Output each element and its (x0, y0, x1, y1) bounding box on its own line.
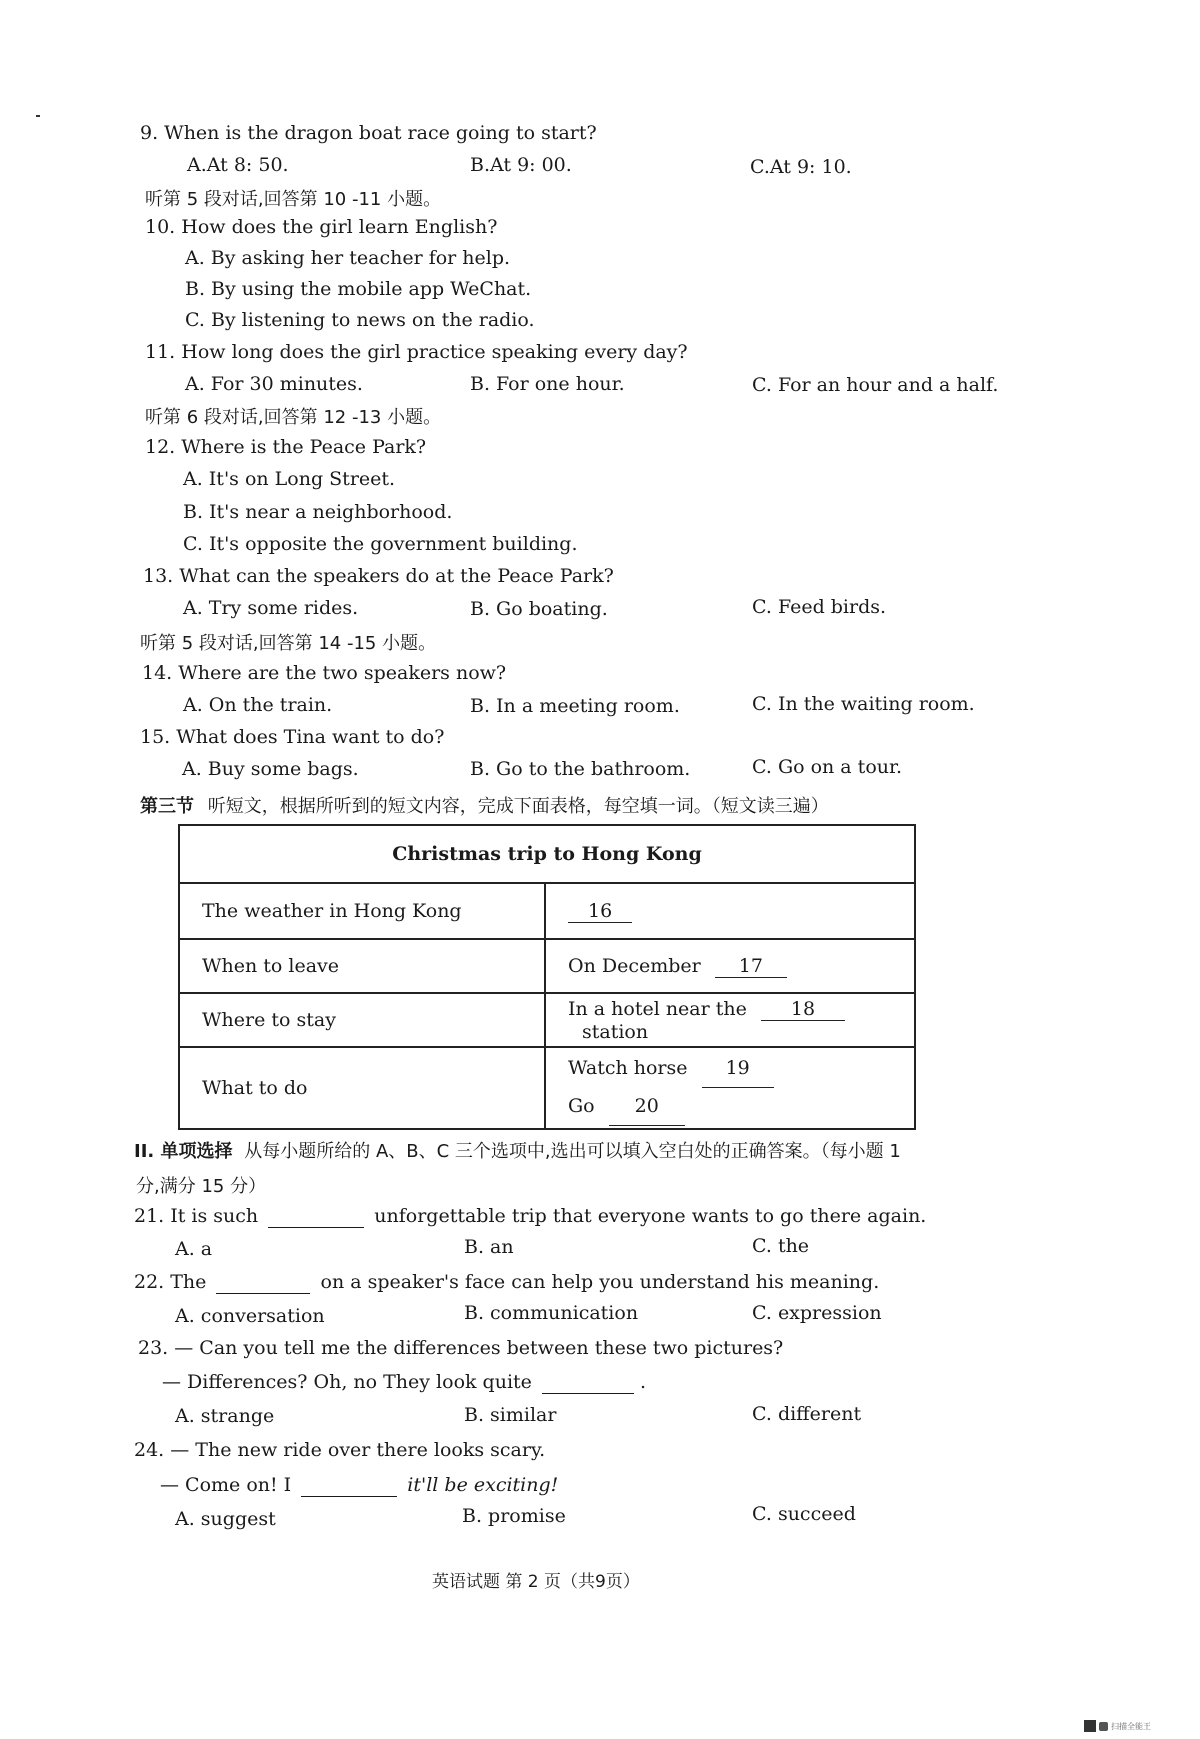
part-2-label: II. 单项选择 (134, 1141, 233, 1162)
blank-16: 16 (568, 900, 632, 923)
conversation-7-instruction: 听第 5 段对话,回答第 14 -15 小题。 (140, 633, 437, 654)
question-24-blank (301, 1474, 397, 1497)
question-21-blank (268, 1205, 364, 1228)
question-11-stem: 11. How long does the girl practice speaking every day? (145, 341, 688, 363)
question-13-stem: 13. What can the speakers do at the Peace Park? (143, 565, 614, 587)
question-12-stem: 12. Where is the Peace Park? (145, 436, 427, 458)
question-24-stem: 24. — The new ride over there looks scary. (134, 1439, 546, 1461)
question-23-stem: 23. — Can you tell me the differences between these two pictures? (138, 1337, 784, 1359)
question-10-option-b: B. By using the mobile app WeChat. (185, 278, 532, 300)
question-24-response-prefix: — Come on! I (160, 1474, 292, 1496)
question-21-option-c: C. the (752, 1235, 810, 1257)
leave-prefix: On December (568, 954, 701, 977)
question-10-option-c: C. By listening to news on the radio. (185, 309, 535, 331)
conversation-6-instruction: 听第 6 段对话,回答第 12 -13 小题。 (145, 407, 442, 428)
table-row-todo-value (545, 1047, 915, 1129)
scan-speck (36, 115, 40, 117)
question-11-option-c: C. For an hour and a half. (752, 374, 999, 396)
question-15-stem: 15. What does Tina want to do? (140, 726, 445, 748)
part-2-instructions: 从每小题所给的 A、B、C 三个选项中,选出可以填入空白处的正确答案。（每小题 1 (244, 1141, 901, 1162)
question-22-blank (216, 1271, 310, 1294)
question-22-option-b: B. communication (464, 1302, 639, 1324)
blank-17: 17 (715, 955, 787, 978)
question-24-option-b: B. promise (462, 1505, 566, 1527)
table-row-weather-label: The weather in Hong Kong (179, 883, 545, 939)
qr-code-icon (1084, 1720, 1096, 1732)
question-9-stem: 9. When is the dragon boat race going to start? (140, 122, 597, 144)
part-2-instructions-cont: 分,满分 15 分） (136, 1176, 267, 1197)
question-23-response-prefix: — Differences? Oh, no They look quite (162, 1371, 532, 1393)
question-21-stem (134, 1205, 926, 1228)
question-13-option-b: B. Go boating. (470, 598, 608, 620)
question-23-response-suffix: . (640, 1371, 647, 1393)
todo-prefix-1: Watch horse (568, 1057, 688, 1079)
table-row-leave-label: When to leave (179, 939, 545, 993)
stay-suffix: station (582, 1020, 649, 1043)
scanner-watermark-text: 扫描全能王 (1111, 1721, 1151, 1731)
question-15-option-a: A. Buy some bags. (182, 758, 359, 780)
question-21-option-b: B. an (464, 1236, 514, 1258)
question-11-option-a: A. For 30 minutes. (185, 373, 363, 395)
question-21-option-a: A. a (175, 1238, 213, 1260)
question-22-option-a: A. conversation (175, 1305, 325, 1327)
question-21-prefix: 21. It is such (134, 1205, 259, 1227)
conversation-5-instruction: 听第 5 段对话,回答第 10 -11 小题。 (145, 189, 442, 210)
question-22-option-c: C. expression (752, 1302, 882, 1324)
table-row-leave-value (545, 939, 915, 993)
question-24-response-suffix: it'll be exciting! (407, 1474, 559, 1496)
question-23-response (162, 1371, 646, 1394)
question-23-option-b: B. similar (464, 1404, 557, 1426)
question-12-option-b: B. It's near a neighborhood. (183, 501, 453, 523)
question-9-option-b: B.At 9: 00. (470, 154, 572, 176)
section-3-label: 第三节 (140, 796, 194, 817)
question-13-option-a: A. Try some rides. (183, 597, 359, 619)
question-22-suffix: on a speaker's face can help you understand his meaning. (320, 1271, 880, 1293)
question-22-prefix: 22. The (134, 1271, 207, 1293)
question-10-stem: 10. How does the girl learn English? (145, 216, 498, 238)
question-15-option-c: C. Go on a tour. (752, 756, 903, 778)
table-row-stay-label: Where to stay (179, 993, 545, 1047)
question-14-stem: 14. Where are the two speakers now? (142, 662, 507, 684)
part-2-heading (134, 1137, 901, 1163)
blank-18: 18 (761, 998, 845, 1021)
question-9-option-a: A.At 8: 50. (187, 154, 289, 176)
question-24-response (160, 1474, 558, 1497)
question-23-blank (542, 1371, 634, 1394)
section-3-heading (140, 792, 829, 818)
question-12-option-a: A. It's on Long Street. (183, 468, 396, 490)
page-footer: 英语试题 第 2 页（共9页） (432, 1572, 640, 1592)
question-14-option-a: A. On the train. (183, 694, 333, 716)
stay-prefix: In a hotel near the (568, 997, 747, 1020)
question-9-option-c: C.At 9: 10. (750, 156, 852, 178)
blank-20: 20 (609, 1088, 685, 1126)
question-23-option-a: A. strange (175, 1405, 275, 1427)
question-14-option-b: B. In a meeting room. (470, 695, 680, 717)
todo-prefix-2: Go (568, 1095, 595, 1117)
question-11-option-b: B. For one hour. (470, 373, 625, 395)
table-row-weather-value (545, 883, 915, 939)
question-15-option-b: B. Go to the bathroom. (470, 758, 691, 780)
scanner-logo-icon (1099, 1722, 1108, 1731)
question-13-option-c: C. Feed birds. (752, 596, 887, 618)
question-24-option-a: A. suggest (175, 1508, 276, 1530)
trip-info-table (178, 824, 916, 1130)
question-22-stem (134, 1271, 879, 1294)
table-row-todo-label: What to do (179, 1047, 545, 1129)
scanner-watermark (1084, 1719, 1194, 1733)
question-24-option-c: C. succeed (752, 1503, 856, 1525)
table-row-stay-value (545, 993, 915, 1047)
question-23-option-c: C. different (752, 1403, 862, 1425)
question-14-option-c: C. In the waiting room. (752, 693, 975, 715)
question-10-option-a: A. By asking her teacher for help. (185, 247, 511, 269)
section-3-instructions: 听短文，根据所听到的短文内容，完成下面表格，每空填一词。（短文读三遍） (207, 796, 829, 817)
table-title: Christmas trip to Hong Kong (179, 825, 915, 883)
blank-19: 19 (702, 1050, 774, 1088)
question-21-suffix: unforgettable trip that everyone wants to go there again. (374, 1205, 927, 1227)
question-12-option-c: C. It's opposite the government building. (183, 533, 578, 555)
